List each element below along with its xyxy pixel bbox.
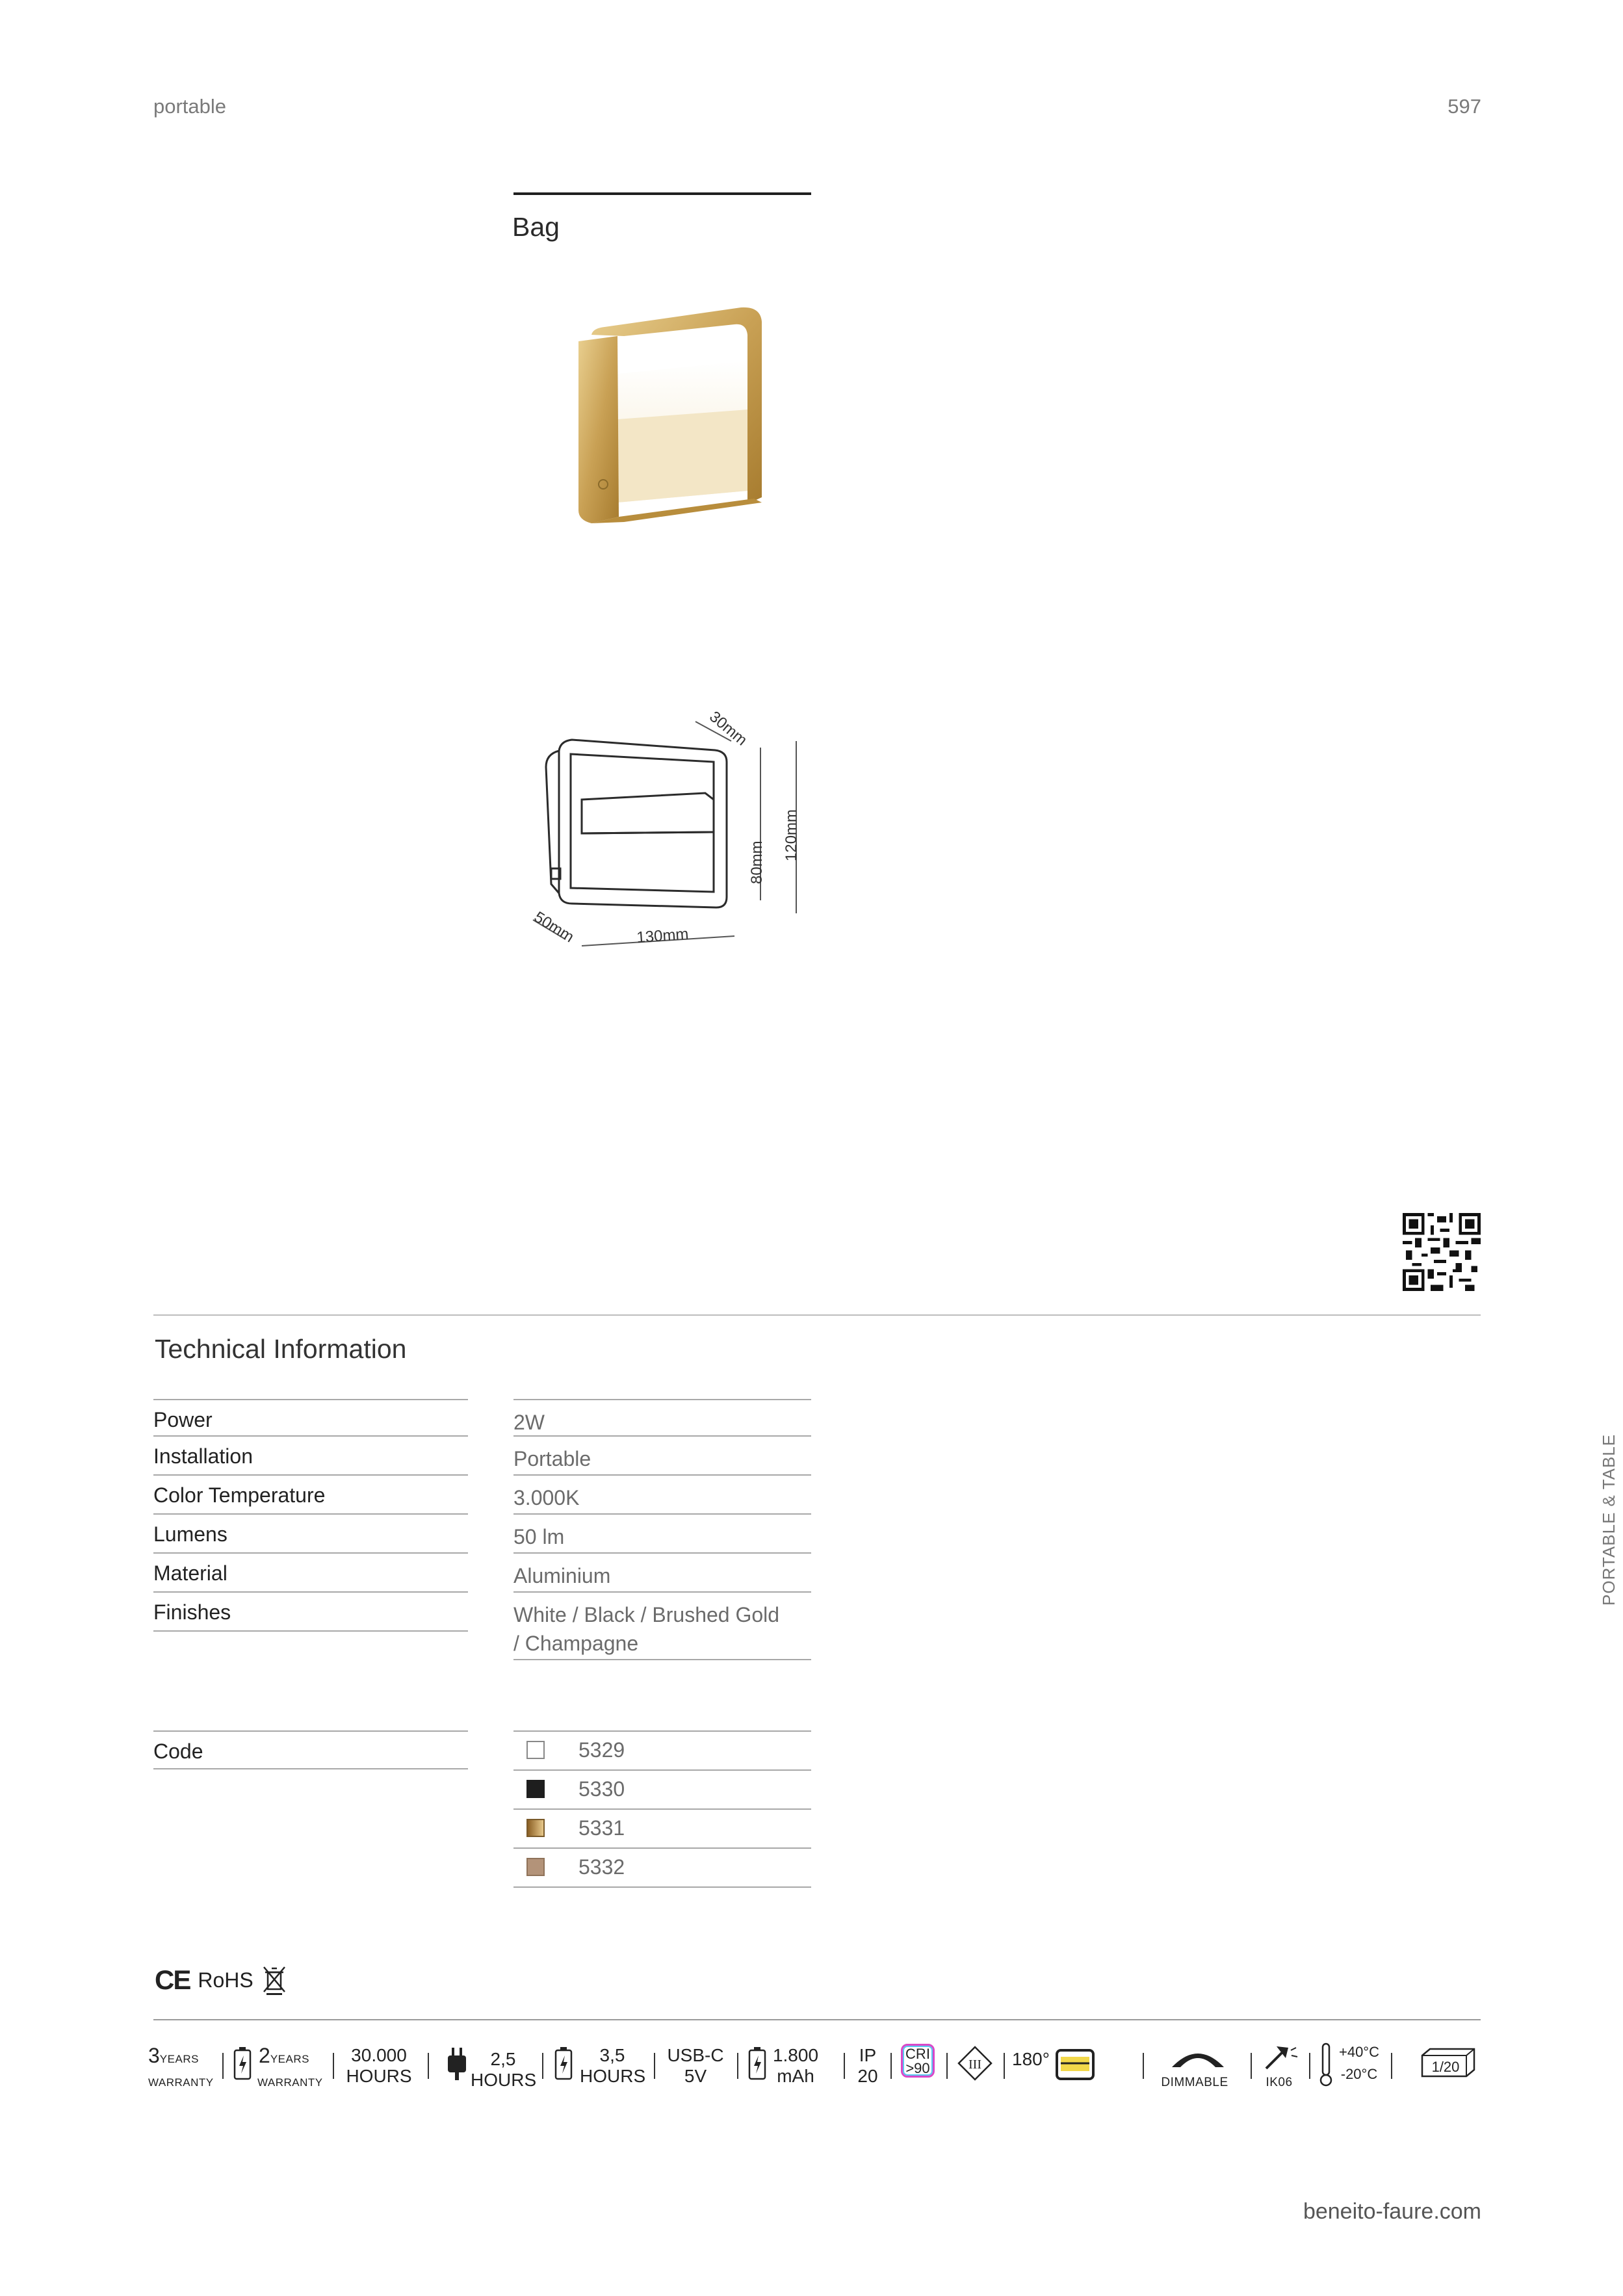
spec-value: 50 lm <box>513 1513 811 1552</box>
code-label-bottom-rule <box>153 1768 468 1769</box>
finishes-line-1: White / Black / Brushed Gold <box>513 1603 780 1626</box>
website-link[interactable]: beneito-faure.com <box>1303 2199 1481 2224</box>
dim-height-total: 120mm <box>783 809 800 861</box>
dimmable-icon <box>1162 2044 1234 2070</box>
finish-swatch-white <box>526 1741 545 1759</box>
product-title-rule <box>513 192 811 195</box>
pack-ratio: 1/20 <box>1431 2059 1460 2075</box>
finish-swatch-champagne <box>526 1858 545 1876</box>
charge-time: 2,5 HOURS <box>471 2049 537 2090</box>
product-code: 5329 <box>578 1738 625 1762</box>
warranty-3-years: 3YEARS WARRANTY <box>148 2044 214 2089</box>
section-label: portable <box>153 95 227 118</box>
certifications <box>155 1964 287 1996</box>
finish-swatch-brushed-gold <box>526 1819 545 1837</box>
section-divider <box>153 1314 1481 1316</box>
codes-bottom-rule <box>513 1886 811 1888</box>
feature-icons-row <box>148 2041 1487 2106</box>
autonomy-hours: 3,5 HOURS <box>580 2045 646 2086</box>
spec-label: Finishes <box>153 1591 468 1630</box>
cri-badge: CRI >90 <box>901 2044 935 2078</box>
weee-bin-icon <box>261 1964 287 1996</box>
spec-label: Installation <box>153 1435 468 1474</box>
temperature-range: +40°C -20°C <box>1338 2044 1379 2082</box>
dim-height-inner: 80mm <box>748 841 766 884</box>
dim-depth-base: 50mm <box>530 908 577 946</box>
battery-warranty-2-years: 2YEARS WARRANTY <box>257 2044 323 2089</box>
page-number: 597 <box>1448 95 1481 118</box>
spec-label: Color Temperature <box>153 1474 468 1513</box>
battery-autonomy-icon <box>554 2045 573 2081</box>
light-direction-icon <box>1054 2045 1096 2084</box>
icons-divider <box>153 2019 1481 2020</box>
qr-code[interactable] <box>1403 1213 1481 1291</box>
product-photo <box>546 296 793 543</box>
spec-value: Aluminium <box>513 1552 811 1591</box>
spec-value <box>513 1591 811 1659</box>
impact-hammer-icon <box>1261 2042 1300 2072</box>
spec-label: Material <box>153 1552 468 1591</box>
spec-label: Power <box>153 1399 468 1438</box>
ip-rating: IP 20 <box>857 2045 878 2086</box>
dimmable-label: DIMMABLE <box>1161 2076 1228 2089</box>
rohs-mark: RoHS <box>198 1968 253 1992</box>
spec-value: Portable <box>513 1435 811 1474</box>
code-label: Code <box>153 1730 468 1769</box>
product-name: Bag <box>512 212 560 242</box>
finish-swatch-black <box>526 1780 545 1798</box>
dim-width: 130mm <box>636 925 690 946</box>
spec-value: 2W <box>513 1399 811 1438</box>
battery-icon <box>233 2045 252 2081</box>
plug-icon <box>446 2046 468 2083</box>
spec-label-bottom-rule <box>153 1630 468 1632</box>
finishes-line-2: / Champagne <box>513 1632 639 1655</box>
thermometer-icon <box>1318 2042 1334 2087</box>
product-code: 5331 <box>578 1816 625 1840</box>
usb-c-port: USB-C 5V <box>667 2045 724 2086</box>
product-code: 5332 <box>578 1855 625 1879</box>
spec-label: Lumens <box>153 1513 468 1552</box>
technical-info-title: Technical Information <box>155 1334 407 1364</box>
battery-capacity: 1.800 mAh <box>772 2045 819 2086</box>
spec-value: 3.000K <box>513 1474 811 1513</box>
product-code: 5330 <box>578 1777 625 1801</box>
dimension-drawing <box>520 689 819 962</box>
spec-value-bottom-rule <box>513 1659 811 1660</box>
lifetime-hours: 30.000 HOURS <box>346 2045 412 2086</box>
svg-text:III: III <box>968 2057 981 2072</box>
dim-depth-top: 30mm <box>706 707 751 750</box>
ik-rating: IK06 <box>1266 2076 1293 2089</box>
ce-mark: CE <box>155 1964 190 1995</box>
class-iii-icon <box>957 2045 993 2081</box>
beam-angle: 180° <box>1012 2049 1050 2069</box>
category-side-label: PORTABLE & TABLE <box>1599 1433 1618 1606</box>
battery-capacity-icon <box>747 2045 767 2081</box>
